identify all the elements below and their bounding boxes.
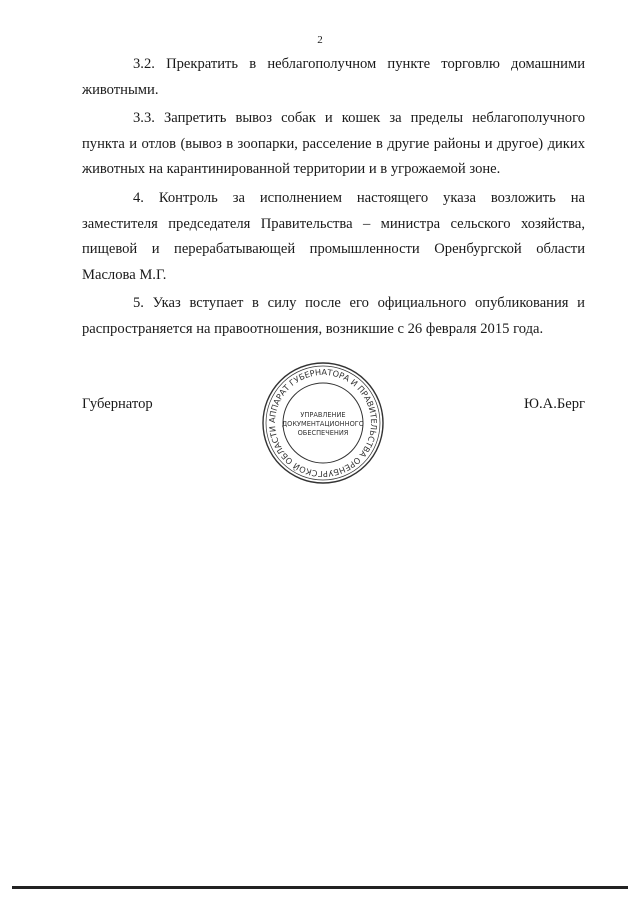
bottom-divider [12,886,628,889]
seal-center-line-1: УПРАВЛЕНИЕ [300,411,346,419]
seal-center-line-2: ДОКУМЕНТАЦИОННОГО [282,420,364,428]
paragraph-4: 4. Контроль за исполнением настоящего указа возложить на заместителя председателя Правительства – министра сельского хозяйства, пищевой и перерабатывающей промышленности Оренбургской области Маслова М.Г. [82,189,585,283]
paragraph-5: 5. Указ вступает в силу после его официального опубликования и распространяется на правоотношения, возникшие с 26 февраля 2015 года. [82,295,585,337]
official-seal [260,360,386,486]
seal-center-line-3: ОБЕСПЕЧЕНИЯ [297,429,349,437]
document-body [82,52,585,346]
signatory-name: Ю.А.Берг [524,396,585,412]
signatory-title: Губернатор [82,396,153,412]
paragraph-3-3: 3.3. Запретить вывоз собак и кошек за пределы неблагополучного пункта и отлов (вывоз в зоопарки, расселение в другие районы и другое) диких животных на карантинированной территории и в угрожаемой зоне. [82,110,585,178]
paragraph-3-2: 3.2. Прекратить в неблагополучном пункте торговлю домашними животными. [82,56,585,98]
seal-ring-text: АППАРАТ ГУБЕРНАТОРА И ПРАВИТЕЛЬСТВА ОРЕНБУРГСКОЙ ОБЛАСТИ [266,366,380,480]
page-number: 2 [317,34,323,46]
